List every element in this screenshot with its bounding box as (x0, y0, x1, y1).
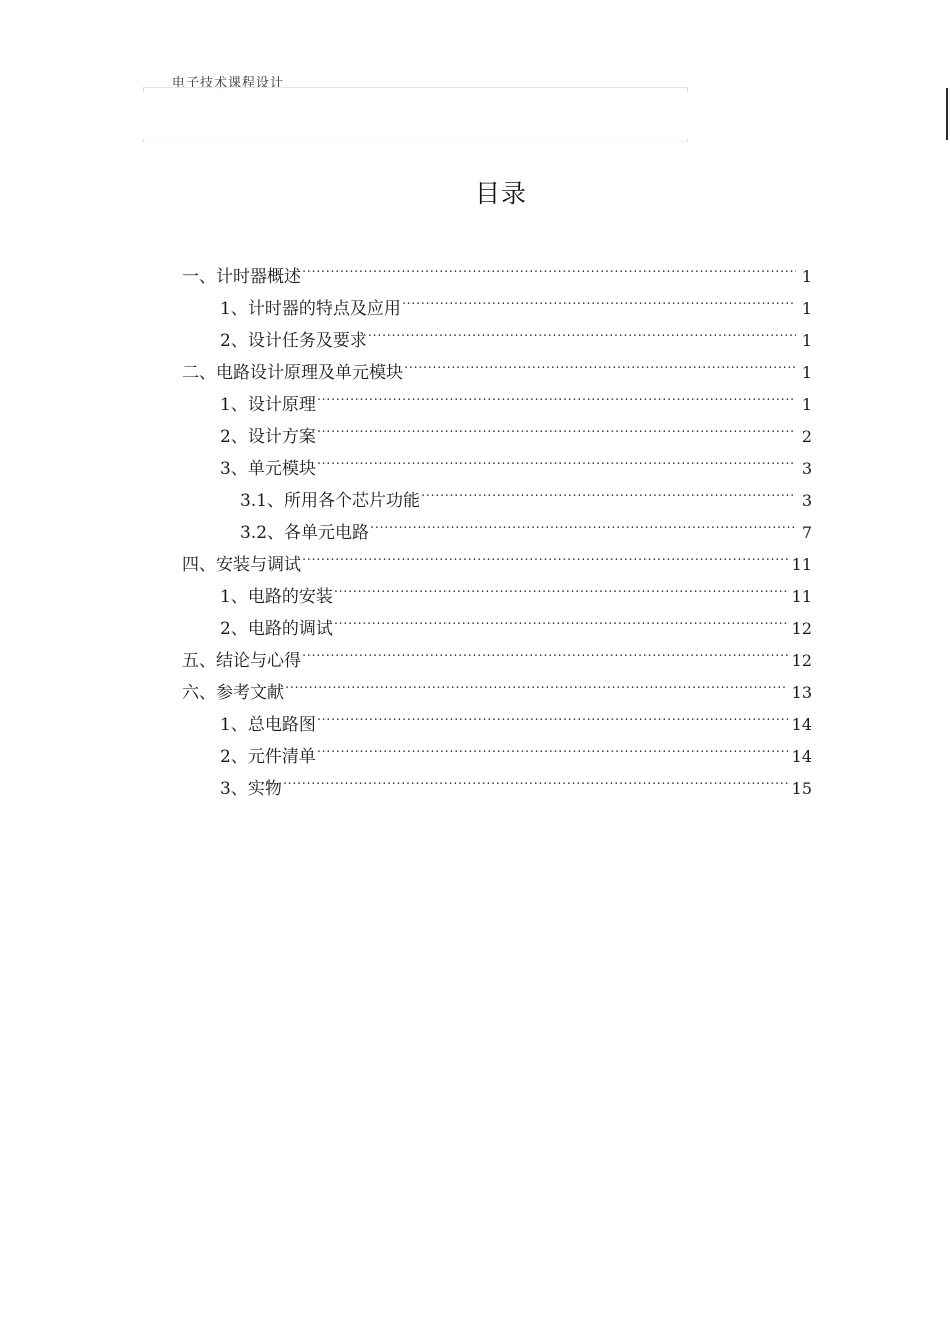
toc-entry-label: 3、实物 (220, 779, 282, 799)
toc-entry-label: 2、电路的调试 (220, 619, 333, 639)
toc-entry-label: 2、元件清单 (220, 747, 316, 767)
toc-leader-dots (402, 282, 796, 314)
toc-leader-dots (421, 474, 796, 506)
toc-entry-page: 11 (791, 587, 812, 606)
toc-entry-page: 3 (801, 491, 812, 510)
toc-leader-dots (317, 410, 796, 442)
toc-entry-page: 1 (801, 363, 812, 382)
toc-entry-page: 3 (801, 459, 812, 478)
toc-entry-label: 一、计时器概述 (182, 267, 301, 287)
toc-entry-label: 1、设计原理 (220, 395, 316, 415)
toc-entry-page: 12 (791, 619, 812, 638)
toc-leader-dots (317, 698, 788, 730)
toc-entry-label: 2、设计方案 (220, 427, 316, 447)
toc-entry-page: 14 (791, 715, 812, 734)
toc-entry-label: 四、安装与调试 (182, 555, 301, 575)
toc-entry-label: 1、电路的安装 (220, 587, 333, 607)
toc-entry-page: 12 (791, 651, 812, 670)
toc-entry-label: 六、参考文献 (182, 683, 284, 703)
toc-leader-dots (317, 442, 796, 474)
toc-entry-page: 1 (801, 299, 812, 318)
toc-leader-dots (317, 730, 788, 762)
toc-entry-page: 11 (791, 555, 812, 574)
toc-entry[interactable] (182, 250, 812, 287)
toc-title: 目录 (474, 179, 527, 208)
toc-entry-label: 3.2、各单元电路 (240, 523, 370, 543)
toc-entry-label: 1、总电路图 (220, 715, 316, 735)
header-base-line (143, 142, 688, 143)
toc-leader-dots (317, 378, 796, 410)
toc-leader-dots (334, 570, 788, 602)
toc-leader-dots (334, 602, 788, 634)
toc-leader-dots (370, 506, 796, 538)
table-of-contents (182, 250, 812, 799)
header-rule (143, 87, 688, 88)
toc-entry-page: 7 (801, 523, 812, 542)
toc-leader-dots (285, 666, 788, 698)
toc-leader-dots (302, 634, 788, 666)
running-header: 电子技术课程设计 (172, 76, 285, 91)
toc-entry-page: 2 (801, 427, 812, 446)
toc-entry-page: 1 (801, 395, 812, 414)
toc-leader-dots (302, 250, 796, 282)
toc-entry-page: 1 (801, 267, 812, 286)
toc-entry-page: 13 (791, 683, 812, 702)
toc-leader-dots (302, 538, 788, 570)
toc-entry-label: 1、计时器的特点及应用 (220, 299, 401, 319)
toc-entry-label: 3、单元模块 (220, 459, 316, 479)
toc-entry-label: 3.1、所用各个芯片功能 (240, 491, 421, 511)
toc-entry-page: 14 (791, 747, 812, 766)
header-tick-right (687, 88, 688, 92)
toc-leader-dots (283, 762, 788, 794)
header-tick-left (143, 88, 144, 92)
toc-entry-label: 2、设计任务及要求 (220, 331, 367, 351)
toc-leader-dots (368, 314, 796, 346)
toc-entry-label: 二、电路设计原理及单元模块 (182, 363, 403, 383)
toc-entry-page: 15 (791, 779, 812, 798)
toc-entry-label: 五、结论与心得 (182, 651, 301, 671)
page-edge-mark (946, 88, 948, 140)
toc-leader-dots (404, 346, 796, 378)
toc-entry-page: 1 (801, 331, 812, 350)
